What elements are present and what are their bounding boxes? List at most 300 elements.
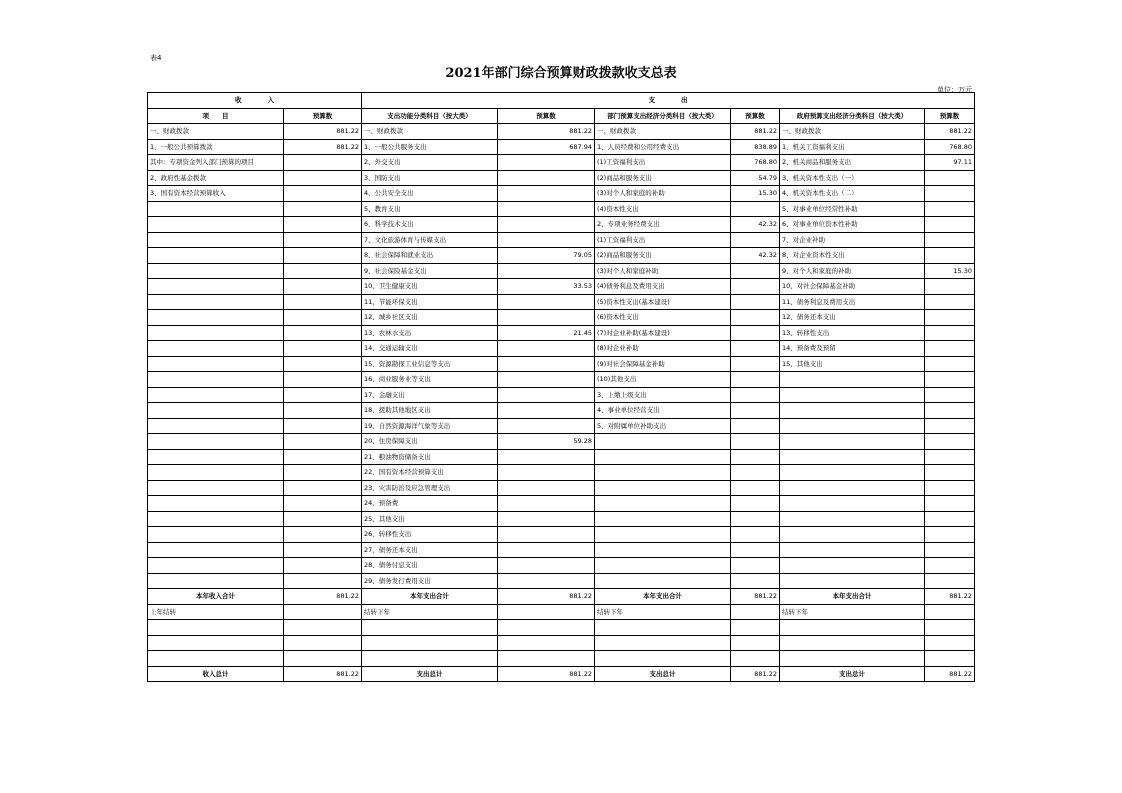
- gov-econ-class-cell: [780, 372, 925, 388]
- func-subtotal-label: 本年支出合计: [362, 589, 498, 605]
- income-value-cell: [284, 341, 362, 357]
- gov-total-label: 支出总计: [780, 666, 925, 682]
- empty-cell: [731, 635, 780, 651]
- func-class-cell: 26、转移性支出: [362, 527, 498, 543]
- income-item-cell: [148, 542, 284, 558]
- income-value-cell: [284, 325, 362, 341]
- func-class-cell: 10、卫生健康支出: [362, 279, 498, 295]
- gov-econ-value-cell: [925, 418, 975, 434]
- income-item-cell: [148, 294, 284, 310]
- gov-econ-value-cell: 97.11: [925, 155, 975, 171]
- dept-econ-value-cell: 15.30: [731, 186, 780, 202]
- dept-next-year-label: 结转下年: [595, 604, 731, 620]
- dept-econ-class-cell: [595, 496, 731, 512]
- dept-econ-class-cell: (1)工资福利支出: [595, 232, 731, 248]
- func-value-cell: [498, 372, 595, 388]
- income-value-cell: [284, 263, 362, 279]
- empty-cell: [731, 651, 780, 667]
- header-row-top: [148, 93, 975, 109]
- func-class-cell: 5、教育支出: [362, 201, 498, 217]
- func-value-cell: [498, 217, 595, 233]
- dept-econ-class-cell: [595, 573, 731, 589]
- dept-econ-class-cell: [595, 558, 731, 574]
- table-row: [148, 480, 975, 496]
- func-class-cell: 21、粮油物资储备支出: [362, 449, 498, 465]
- func-value-cell: 33.53: [498, 279, 595, 295]
- dept-econ-class-cell: (3)对个人和家庭的补助: [595, 186, 731, 202]
- empty-row: [148, 635, 975, 651]
- func-value-cell: 59.28: [498, 434, 595, 450]
- dept-econ-value-cell: [731, 263, 780, 279]
- gov-econ-value-cell: [925, 511, 975, 527]
- income-total-label: 收入总计: [148, 666, 284, 682]
- func-value-cell: [498, 341, 595, 357]
- gov-econ-value-cell: [925, 558, 975, 574]
- func-value-cell: [498, 201, 595, 217]
- dept-econ-value-cell: [731, 418, 780, 434]
- income-item-cell: [148, 511, 284, 527]
- func-subtotal-value: 881.22: [498, 589, 595, 605]
- func-value-cell: 79.05: [498, 248, 595, 264]
- gov-econ-value-cell: [925, 232, 975, 248]
- func-class-cell: 9、社会保险基金支出: [362, 263, 498, 279]
- table-row: [148, 465, 975, 481]
- dept-econ-class-cell: (6)资本性支出: [595, 310, 731, 326]
- func-value-cell: [498, 263, 595, 279]
- dept-econ-class-cell: 3、上缴上级支出: [595, 387, 731, 403]
- empty-cell: [284, 635, 362, 651]
- subtotal-row: [148, 589, 975, 605]
- page-title: 2021年部门综合预算财政拨款收支总表: [445, 66, 677, 81]
- budget-header: 预算数: [925, 108, 975, 124]
- empty-cell: [925, 620, 975, 636]
- dept-econ-value-cell: [731, 573, 780, 589]
- gov-econ-value-cell: [925, 294, 975, 310]
- func-class-cell: 27、债务还本支出: [362, 542, 498, 558]
- empty-cell: [595, 635, 731, 651]
- income-item-cell: [148, 310, 284, 326]
- income-value-cell: [284, 201, 362, 217]
- func-class-cell: 15、资源勘探工业信息等支出: [362, 356, 498, 372]
- income-item-cell: [148, 325, 284, 341]
- income-value-cell: [284, 279, 362, 295]
- gov-econ-class-cell: [780, 387, 925, 403]
- func-value-cell: [498, 573, 595, 589]
- dept-econ-class-cell: (2)商品和服务支出: [595, 170, 731, 186]
- dept-econ-value-cell: [731, 325, 780, 341]
- gov-econ-class-cell: 6、对事业单位资本性补助: [780, 217, 925, 233]
- dept-total-label: 支出总计: [595, 666, 731, 682]
- table-row: [148, 387, 975, 403]
- gov-econ-class-cell: [780, 434, 925, 450]
- income-total-value: 881.22: [284, 666, 362, 682]
- dept-econ-value-cell: 42.32: [731, 217, 780, 233]
- gov-econ-class-cell: 4、机关资本性支出（二）: [780, 186, 925, 202]
- dept-econ-value-cell: [731, 465, 780, 481]
- func-class-cell: 28、债务付息支出: [362, 558, 498, 574]
- func-class-header: 支出功能分类科目（按大类）: [362, 108, 498, 124]
- income-item-cell: 一、财政拨款: [148, 124, 284, 140]
- last-year-carry-value: [284, 604, 362, 620]
- income-item-cell: [148, 279, 284, 295]
- func-class-cell: 20、住房保障支出: [362, 434, 498, 450]
- dept-econ-value-cell: 768.80: [731, 155, 780, 171]
- table-row: [148, 279, 975, 295]
- dept-econ-value-cell: [731, 480, 780, 496]
- dept-econ-value-cell: [731, 232, 780, 248]
- empty-cell: [148, 620, 284, 636]
- income-item-cell: [148, 558, 284, 574]
- income-value-cell: [284, 465, 362, 481]
- table-row: [148, 356, 975, 372]
- table-row: [148, 124, 975, 140]
- dept-econ-class-cell: [595, 434, 731, 450]
- unit-label: 单位：万元: [937, 86, 972, 94]
- dept-econ-value-cell: [731, 310, 780, 326]
- empty-cell: [148, 635, 284, 651]
- income-value-cell: [284, 480, 362, 496]
- empty-cell: [362, 635, 498, 651]
- gov-econ-value-cell: [925, 465, 975, 481]
- income-item-cell: [148, 356, 284, 372]
- income-value-cell: 881.22: [284, 124, 362, 140]
- dept-subtotal-value: 881.22: [731, 589, 780, 605]
- func-value-cell: [498, 387, 595, 403]
- dept-econ-class-cell: [595, 449, 731, 465]
- dept-econ-class-cell: (2)商品和服务支出: [595, 248, 731, 264]
- func-value-cell: [498, 527, 595, 543]
- dept-econ-class-cell: [595, 542, 731, 558]
- gov-econ-value-cell: [925, 356, 975, 372]
- func-class-cell: 22、国有资本经营预算支出: [362, 465, 498, 481]
- gov-econ-class-cell: [780, 542, 925, 558]
- income-value-cell: [284, 155, 362, 171]
- func-value-cell: [498, 449, 595, 465]
- gov-econ-class-cell: [780, 418, 925, 434]
- table-row: [148, 170, 975, 186]
- dept-econ-class-cell: 一、财政拨款: [595, 124, 731, 140]
- dept-econ-value-cell: [731, 527, 780, 543]
- dept-econ-class-cell: (3)对个人和家庭补助: [595, 263, 731, 279]
- empty-row: [148, 620, 975, 636]
- table-row: [148, 449, 975, 465]
- table-row: [148, 201, 975, 217]
- func-value-cell: [498, 480, 595, 496]
- table-row: [148, 217, 975, 233]
- func-value-cell: 687.94: [498, 139, 595, 155]
- dept-econ-class-cell: 2、专项业务经费支出: [595, 217, 731, 233]
- dept-econ-value-cell: [731, 434, 780, 450]
- func-class-cell: 29、债务发行费用支出: [362, 573, 498, 589]
- dept-next-year-value: [731, 604, 780, 620]
- dept-econ-class-header: 部门预算支出经济分类科目（按大类）: [595, 108, 731, 124]
- dept-econ-value-cell: [731, 403, 780, 419]
- table-number: 表4: [150, 54, 162, 62]
- gov-econ-class-cell: 12、债务还本支出: [780, 310, 925, 326]
- income-item-cell: [148, 263, 284, 279]
- income-item-cell: 1、一般公共预算拨款: [148, 139, 284, 155]
- gov-econ-class-cell: [780, 558, 925, 574]
- gov-econ-class-cell: 10、对社会保障基金补助: [780, 279, 925, 295]
- income-value-cell: [284, 387, 362, 403]
- income-value-cell: [284, 573, 362, 589]
- income-value-cell: [284, 248, 362, 264]
- gov-econ-class-cell: 15、其他支出: [780, 356, 925, 372]
- empty-cell: [925, 651, 975, 667]
- dept-econ-class-cell: [595, 480, 731, 496]
- gov-econ-value-cell: [925, 434, 975, 450]
- gov-econ-value-cell: [925, 217, 975, 233]
- income-value-cell: [284, 418, 362, 434]
- empty-cell: [498, 651, 595, 667]
- carry-over-row: [148, 604, 975, 620]
- gov-econ-value-cell: [925, 372, 975, 388]
- empty-cell: [731, 620, 780, 636]
- table-row: [148, 155, 975, 171]
- item-header: 项 目: [148, 108, 284, 124]
- dept-econ-class-cell: 1、人员经费和公用经费支出: [595, 139, 731, 155]
- gov-econ-value-cell: [925, 248, 975, 264]
- dept-econ-value-cell: [731, 341, 780, 357]
- dept-econ-value-cell: 838.89: [731, 139, 780, 155]
- gov-econ-value-cell: [925, 201, 975, 217]
- func-value-cell: [498, 496, 595, 512]
- income-value-cell: [284, 356, 362, 372]
- dept-econ-class-cell: (8)对企业补助: [595, 341, 731, 357]
- func-class-cell: 一、财政拨款: [362, 124, 498, 140]
- gov-econ-class-cell: [780, 449, 925, 465]
- expense-header: 支 出: [362, 93, 975, 109]
- dept-econ-class-cell: (1)工资福利支出: [595, 155, 731, 171]
- gov-econ-class-cell: 9、对个人和家庭的补助: [780, 263, 925, 279]
- func-value-cell: [498, 310, 595, 326]
- dept-econ-class-cell: (5)资本性支出(基本建设): [595, 294, 731, 310]
- income-value-cell: [284, 527, 362, 543]
- gov-econ-class-cell: [780, 465, 925, 481]
- empty-cell: [284, 620, 362, 636]
- dept-subtotal-label: 本年支出合计: [595, 589, 731, 605]
- gov-econ-value-cell: 15.30: [925, 263, 975, 279]
- dept-econ-value-cell: [731, 372, 780, 388]
- func-class-cell: 23、灾害防治及应急管理支出: [362, 480, 498, 496]
- dept-econ-value-cell: 54.79: [731, 170, 780, 186]
- income-item-cell: [148, 403, 284, 419]
- dept-econ-class-cell: [595, 527, 731, 543]
- gov-econ-value-cell: [925, 527, 975, 543]
- empty-cell: [780, 635, 925, 651]
- gov-econ-class-cell: 14、预备费及预留: [780, 341, 925, 357]
- budget-header: 预算数: [284, 108, 362, 124]
- income-subtotal-label: 本年收入合计: [148, 589, 284, 605]
- gov-subtotal-value: 881.22: [925, 589, 975, 605]
- dept-econ-class-cell: 4、事业单位经营支出: [595, 403, 731, 419]
- gov-total-value: 881.22: [925, 666, 975, 682]
- gov-econ-class-cell: 一、财政拨款: [780, 124, 925, 140]
- income-item-cell: [148, 248, 284, 264]
- empty-cell: [148, 651, 284, 667]
- income-item-cell: [148, 527, 284, 543]
- income-item-cell: [148, 217, 284, 233]
- dept-econ-value-cell: [731, 511, 780, 527]
- gov-econ-value-cell: [925, 387, 975, 403]
- dept-econ-class-cell: [595, 511, 731, 527]
- func-class-cell: 13、农林水支出: [362, 325, 498, 341]
- dept-econ-value-cell: [731, 496, 780, 512]
- func-class-cell: 6、科学技术支出: [362, 217, 498, 233]
- gov-econ-class-header: 政府预算支出经济分类科目（按大类）: [780, 108, 925, 124]
- income-item-cell: [148, 387, 284, 403]
- income-value-cell: [284, 372, 362, 388]
- income-item-cell: [148, 341, 284, 357]
- budget-header: 预算数: [498, 108, 595, 124]
- gov-econ-value-cell: [925, 403, 975, 419]
- table-row: [148, 139, 975, 155]
- income-value-cell: [284, 232, 362, 248]
- income-value-cell: 881.22: [284, 139, 362, 155]
- func-next-year-label: 结转下年: [362, 604, 498, 620]
- income-item-cell: [148, 449, 284, 465]
- func-class-cell: 17、金融支出: [362, 387, 498, 403]
- table-row: [148, 418, 975, 434]
- func-value-cell: [498, 418, 595, 434]
- gov-next-year-label: 结转下年: [780, 604, 925, 620]
- dept-econ-value-cell: [731, 558, 780, 574]
- func-class-cell: 24、预备费: [362, 496, 498, 512]
- income-item-cell: 3、国有资本经营预算收入: [148, 186, 284, 202]
- income-value-cell: [284, 217, 362, 233]
- gov-econ-value-cell: [925, 170, 975, 186]
- income-value-cell: [284, 558, 362, 574]
- gov-econ-value-cell: [925, 279, 975, 295]
- income-item-cell: 其中：专项资金列入部门预算的项目: [148, 155, 284, 171]
- gov-econ-class-cell: 3、机关资本性支出（一）: [780, 170, 925, 186]
- income-subtotal-value: 881.22: [284, 589, 362, 605]
- income-value-cell: [284, 434, 362, 450]
- income-value-cell: [284, 403, 362, 419]
- income-value-cell: [284, 170, 362, 186]
- func-class-cell: 1、一般公共服务支出: [362, 139, 498, 155]
- gov-econ-value-cell: [925, 496, 975, 512]
- empty-cell: [780, 651, 925, 667]
- dept-econ-value-cell: [731, 542, 780, 558]
- func-value-cell: [498, 155, 595, 171]
- gov-econ-value-cell: [925, 310, 975, 326]
- gov-econ-class-cell: 13、转移性支出: [780, 325, 925, 341]
- func-value-cell: [498, 232, 595, 248]
- func-value-cell: 21.45: [498, 325, 595, 341]
- table-row: [148, 232, 975, 248]
- gov-subtotal-label: 本年支出合计: [780, 589, 925, 605]
- budget-summary-table: [147, 92, 975, 682]
- func-next-year-value: [498, 604, 595, 620]
- dept-econ-class-cell: 5、对附属单位补助支出: [595, 418, 731, 434]
- func-value-cell: [498, 465, 595, 481]
- table-row: [148, 186, 975, 202]
- func-value-cell: [498, 403, 595, 419]
- func-class-cell: 2、外交支出: [362, 155, 498, 171]
- income-header: 收 入: [148, 93, 362, 109]
- dept-econ-class-cell: (10)其他支出: [595, 372, 731, 388]
- func-total-label: 支出总计: [362, 666, 498, 682]
- table-row: [148, 573, 975, 589]
- dept-econ-class-cell: (7)对企业补助(基本建设): [595, 325, 731, 341]
- table-row: [148, 310, 975, 326]
- income-item-cell: 2、政府性基金拨款: [148, 170, 284, 186]
- func-value-cell: [498, 170, 595, 186]
- empty-cell: [595, 651, 731, 667]
- func-class-cell: 16、商业服务业等支出: [362, 372, 498, 388]
- income-item-cell: [148, 573, 284, 589]
- empty-cell: [498, 620, 595, 636]
- func-value-cell: [498, 511, 595, 527]
- dept-econ-class-cell: (4)债务利息及费用支出: [595, 279, 731, 295]
- empty-cell: [498, 635, 595, 651]
- func-class-cell: 4、公共安全支出: [362, 186, 498, 202]
- func-class-cell: 8、社会保障和就业支出: [362, 248, 498, 264]
- dept-econ-value-cell: [731, 201, 780, 217]
- gov-econ-class-cell: 7、对企业补助: [780, 232, 925, 248]
- gov-econ-class-cell: 5、对事业单位经常性补助: [780, 201, 925, 217]
- table-row: [148, 511, 975, 527]
- dept-econ-value-cell: [731, 356, 780, 372]
- income-value-cell: [284, 449, 362, 465]
- income-item-cell: [148, 480, 284, 496]
- empty-cell: [362, 651, 498, 667]
- table-row: [148, 372, 975, 388]
- income-item-cell: [148, 465, 284, 481]
- dept-econ-class-cell: [595, 465, 731, 481]
- dept-econ-value-cell: 881.22: [731, 124, 780, 140]
- gov-econ-value-cell: [925, 573, 975, 589]
- income-value-cell: [284, 186, 362, 202]
- income-value-cell: [284, 511, 362, 527]
- table-row: [148, 294, 975, 310]
- gov-econ-value-cell: [925, 325, 975, 341]
- func-value-cell: [498, 558, 595, 574]
- dept-econ-value-cell: [731, 294, 780, 310]
- gov-econ-value-cell: [925, 449, 975, 465]
- dept-econ-value-cell: [731, 279, 780, 295]
- gov-econ-class-cell: [780, 496, 925, 512]
- income-item-cell: [148, 434, 284, 450]
- gov-econ-class-cell: [780, 403, 925, 419]
- dept-econ-value-cell: [731, 387, 780, 403]
- func-class-cell: 12、城乡社区支出: [362, 310, 498, 326]
- income-value-cell: [284, 310, 362, 326]
- func-class-cell: 11、节能环保支出: [362, 294, 498, 310]
- table-row: [148, 341, 975, 357]
- gov-econ-value-cell: [925, 341, 975, 357]
- budget-header: 预算数: [731, 108, 780, 124]
- income-item-cell: [148, 372, 284, 388]
- gov-econ-value-cell: [925, 186, 975, 202]
- table-row: [148, 496, 975, 512]
- func-value-cell: [498, 186, 595, 202]
- dept-total-value: 881.22: [731, 666, 780, 682]
- income-item-cell: [148, 418, 284, 434]
- income-value-cell: [284, 294, 362, 310]
- empty-cell: [362, 620, 498, 636]
- gov-econ-class-cell: 11、债务利息及费用支出: [780, 294, 925, 310]
- table-row: [148, 558, 975, 574]
- income-value-cell: [284, 496, 362, 512]
- gov-econ-class-cell: [780, 573, 925, 589]
- table-row: [148, 248, 975, 264]
- func-class-cell: 3、国防支出: [362, 170, 498, 186]
- gov-econ-class-cell: [780, 527, 925, 543]
- table-row: [148, 263, 975, 279]
- empty-cell: [595, 620, 731, 636]
